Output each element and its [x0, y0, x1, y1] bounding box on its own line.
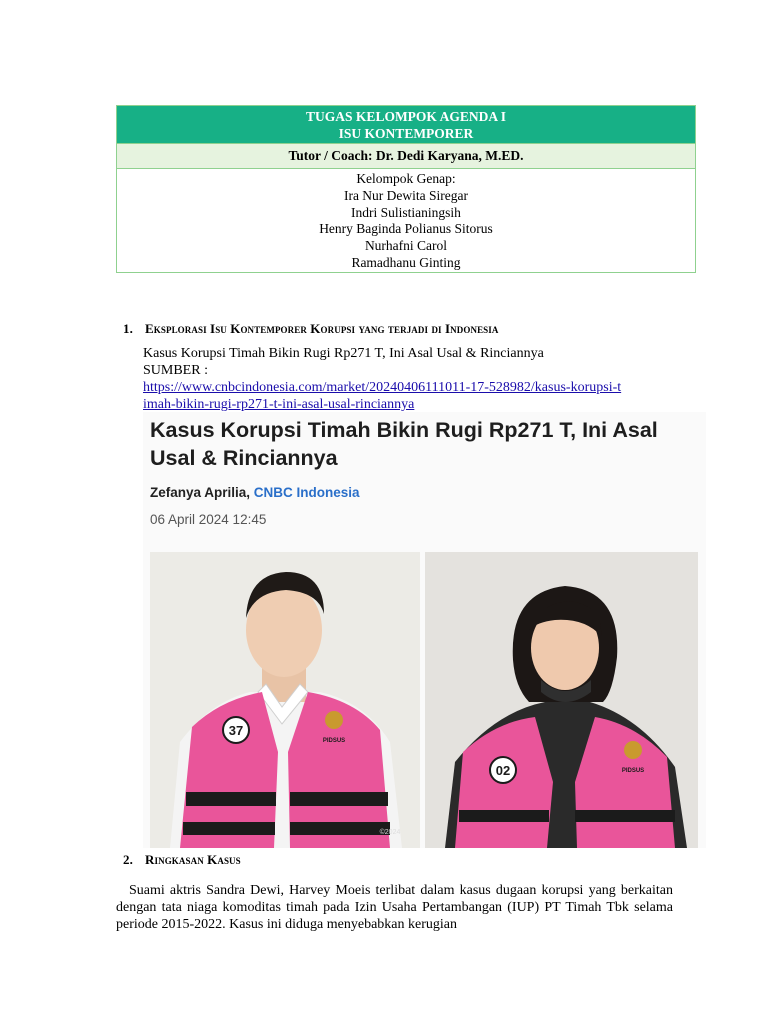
member-name: Ira Nur Dewita Siregar — [343, 187, 469, 203]
section1-title: Eksplorasi Isu Kontemporer Korupsi yang terjadi di Indonesia — [145, 321, 499, 336]
article-author: Zefanya Aprilia, — [150, 485, 251, 500]
article-outlet: CNBC Indonesia — [253, 485, 360, 500]
section1-heading — [123, 321, 498, 337]
table-title-cell — [117, 106, 696, 144]
article-date: 06 April 2024 12:45 — [150, 512, 267, 527]
members-cell — [117, 169, 696, 273]
section2-number: 2. — [123, 852, 133, 867]
member-name: Henry Baginda Polianus Sitorus — [319, 221, 493, 237]
source-label: SUMBER : — [143, 363, 208, 378]
vest-number-right: 02 — [495, 763, 511, 778]
header-table — [116, 105, 696, 273]
section1-number: 1. — [123, 321, 133, 336]
suspect-left-illustration — [150, 552, 420, 848]
article-screenshot — [143, 412, 706, 848]
member-name: Ramadhanu Ginting — [351, 254, 461, 270]
group-label: Kelompok Genap: — [356, 171, 456, 186]
vest-number-left: 37 — [228, 723, 244, 738]
photo-suspect-left — [150, 552, 420, 848]
source-link-line1[interactable]: https://www.cnbcindonesia.com/market/20240406111011-17-528982/kasus-korupsi-t — [143, 380, 622, 395]
vest-label-right: PIDSUS — [621, 768, 645, 774]
summary-paragraph: Suami aktris Sandra Dewi, Harvey Moeis terlibat dalam kasus dugaan korupsi yang berkaitan dengan tata niaga komoditas timah pada Izin Usaha Pertambangan (IUP) PT Timah Tbk selama periode 2015-2022. Kasus ini diduga menyebabkan kerugian — [116, 883, 673, 932]
article-byline — [150, 485, 360, 500]
tutor-cell: Tutor / Coach: Dr. Dedi Karyana, M.ED. — [117, 144, 696, 169]
section2-title: Ringkasan Kasus — [145, 852, 241, 867]
article-title-text: Kasus Korupsi Timah Bikin Rugi Rp271 T, Ini Asal Usal & Rinciannya — [143, 346, 544, 361]
member-name: Nurhafni Carol — [364, 238, 448, 254]
source-link-line2[interactable]: imah-bikin-rugi-rp271-t-ini-asal-usal-rinciannya — [143, 397, 415, 412]
section2-heading — [123, 852, 241, 868]
article-headline: Kasus Korupsi Timah Bikin Rugi Rp271 T, Ini Asal Usal & Rinciannya — [150, 418, 658, 470]
member-name: Indri Sulistianingsih — [351, 204, 461, 220]
table-title-line1: TUGAS KELOMPOK AGENDA I — [306, 109, 506, 124]
photo-suspect-right — [425, 552, 698, 848]
vest-label-left: PIDSUS — [322, 738, 346, 744]
suspect-right-illustration — [425, 552, 698, 848]
table-title-line2: ISU KONTEMPORER — [338, 126, 474, 141]
photo-watermark: ©2024 — [379, 829, 401, 836]
